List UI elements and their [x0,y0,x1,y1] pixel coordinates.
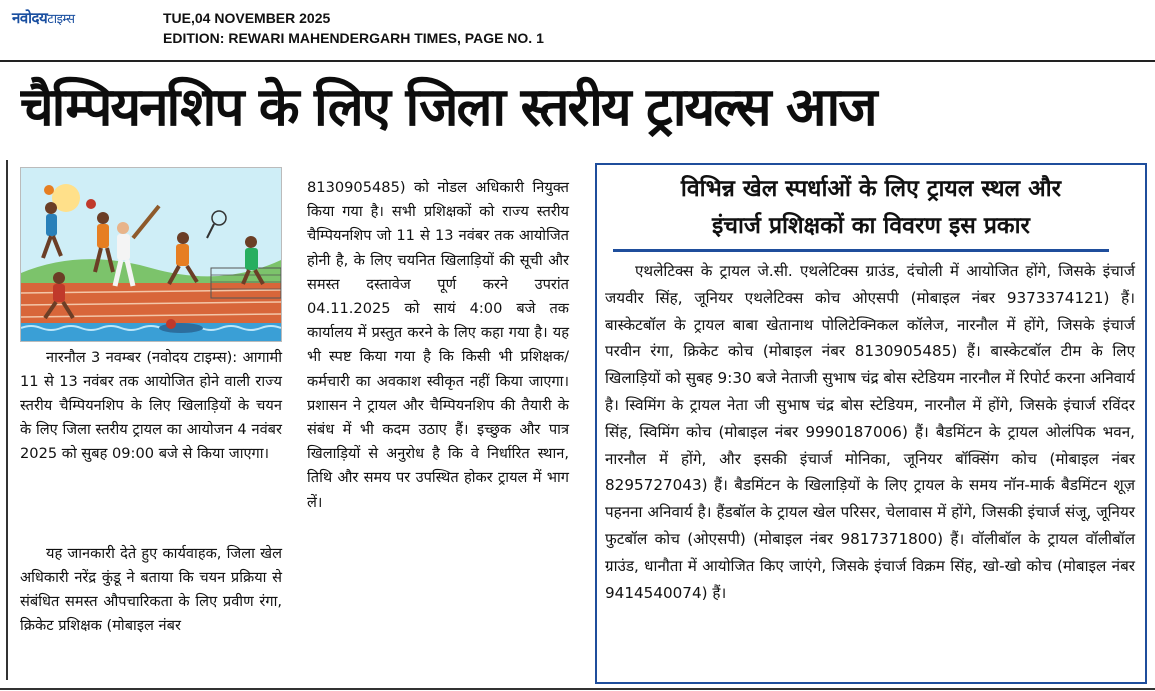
article-paragraph-2: यह जानकारी देते हुए कार्यवाहक, जिला खेल अधिकारी नरेंद्र कुंडू ने बताया कि चयन प्रक्रिया से संबंधित समस्त औपचारिकता के लिए प्रवीण रंगा, क्रिकेट प्रशिक्षक (मोबाइल नंबर [20,545,282,635]
masthead [0,0,1155,56]
headline: चैम्पियनशिप के लिए जिला स्तरीय ट्रायल्स आज [20,77,876,138]
trial-venues-box [595,163,1147,684]
dateline [163,8,544,48]
box-title-line-2: इंचार्ज प्रशिक्षकों का विवरण इस प्रकार [712,213,1030,239]
box-body-text: एथलेटिक्स के ट्रायल जे.सी. एथलेटिक्स ग्राउंड, दंचोली में आयोजित होंगे, जिसके इंचार्ज जयवीर सिंह, जूनियर एथलेटिक्स कोच ओएसपी (मोबाइल नंबर 9373374121) हैं। बास्केटबॉल के ट्रायल बाबा खेतानाथ पोलिटेक्निकल कॉलेज, नारनौल में होंगे, जिसके इंचार्ज परवीन रंगा, क्रिकेट कोच (मोबाइल नंबर 8130905485) हैं। बास्केटबॉल टीम के लिए खिलाड़ियों को सुबह 9:30 बजे नेताजी सुभाष चंद्र बोस स्टेडियम नारनौल में रिपोर्ट करना अनिवार्य है। स्विमिंग के ट्रायल नेता जी सुभाष चंद्र बोस स्टेडियम, नारनौल में होंगे, जिसके इंचार्ज रविंदर सिंह, स्विमिंग कोच (मोबाइल नंबर 9990187006) हैं। बैडमिंटन के ट्रायल ओलंपिक भवन, नारनौल में होंगे, और इसकी इंचार्ज मोनिका, जूनियर बॉक्सिंग कोच (मोबाइल नंबर 8295727043) हैं। बैडमिंटन के खिलाड़ियों के लिए ट्रायल के समय नॉन-मार्क बैडमिंटन शूज़ पहनना अनिवार्य है। हैंडबॉल के ट्रायल खेल परिसर, चेलावास में होंगे, जिसकी इंचार्ज संजू, जूनियर फुटबॉल कोच (ओएसपी) (मोबाइल नंबर 9817371800) हैं। वॉलीबॉल के ट्रायल वॉलीबॉल ग्राउंड, धानौता में आयोजित किए जाएंगे, जिसके इंचार्ज विक्रम सिंह, खो-खो कोच (मोबाइल नंबर 9414540074) हैं। [605,262,1135,602]
article-paragraph-1: नारनौल 3 नवम्बर (नवोदय टाइम्स): आगामी 11 से 13 नवंबर तक आयोजित होने वाली राज्य स्तरीय चैम्पियनशिप के लिए खिलाड़ियों के चयन के लिए जिला स्तरीय ट्रायल का आयोजन 4 नवंबर 2025 को सुबह 09:00 बजे से किया जाएगा। [20,349,282,463]
box-title-line-1: विभिन्न खेल स्पर्धाओं के लिए ट्रायल स्थल और [680,176,1062,202]
edition-info: EDITION: REWARI MAHENDERGARH TIMES, PAGE NO. 1 [163,30,544,46]
sports-illustration [20,167,282,342]
logo-secondary: टाइम्स [47,12,75,27]
sports-illustration-graphic [21,168,281,341]
bottom-rule [0,688,1155,690]
left-column-rule [6,160,8,680]
logo-primary: नवोदय [12,9,48,27]
box-title-rule [613,249,1109,252]
newspaper-logo [12,8,75,28]
issue-date: TUE,04 NOVEMBER 2025 [163,10,331,26]
article-paragraph-3: 8130905485) को नोडल अधिकारी नियुक्त किया गया है। सभी प्रशिक्षकों को राज्य स्तरीय चैम्पियनशिप जो 11 से 13 नवंबर तक आयोजित होनी है, के लिए चयनित खिलाड़ियों की सूची और समस्त दस्तावेज पूर्ण करने उपरांत 04.11.2025 को सायं 4:00 बजे तक कार्यालय में प्रस्तुत करने के लिए कहा गया है। यह भी स्पष्ट किया गया है कि किसी भी प्रशिक्षक/कर्मचारी का अवकाश स्वीकृत नहीं किया जाएगा। प्रशासन ने ट्रायल और चैम्पियनशिप की तैयारी के संबंध में भी कदम उठाए हैं। इच्छुक और पात्र खिलाड़ियों से अनुरोध है कि वे निर्धारित स्थान, तिथि और समय पर उपस्थित होकर ट्रायल में भाग लें। [307,179,569,511]
box-title [599,171,1143,245]
